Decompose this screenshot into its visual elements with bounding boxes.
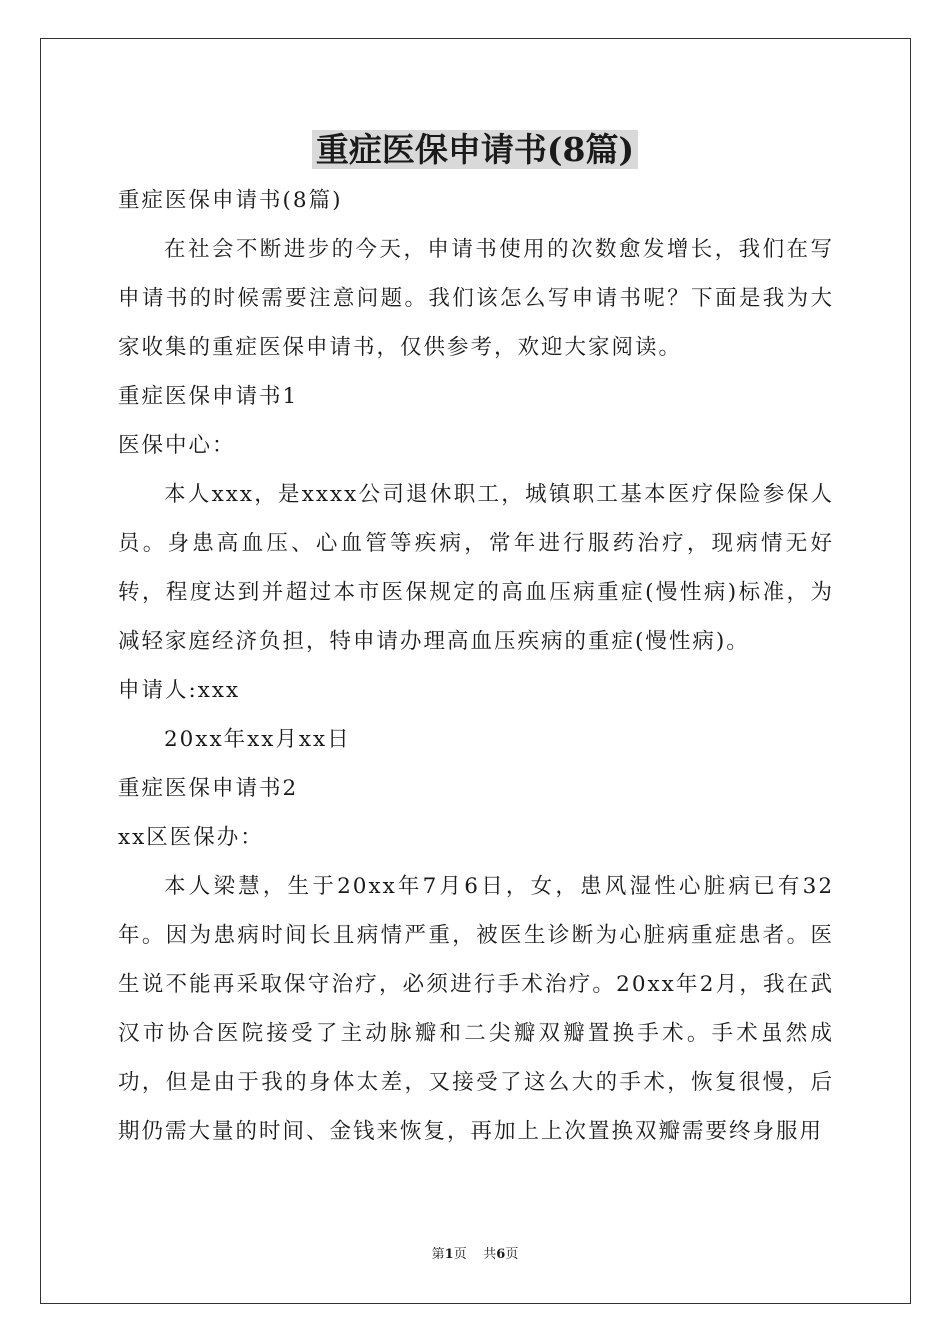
page-footer [0,1246,950,1264]
document-title [0,128,950,172]
footer-page-prefix: 第 [431,1247,445,1262]
footer-page-total: 6 [496,1247,506,1262]
footer-total-suffix: 页 [505,1247,519,1262]
salutation-1: 医保中心： [118,433,236,458]
subtitle-line: 重症医保申请书(8篇) [118,188,343,213]
footer-total-prefix: 共 [483,1247,497,1262]
applicant-line: 申请人:xxx [118,678,241,703]
document-body [118,176,834,1156]
intro-paragraph: 在社会不断进步的今天，申请书使用的次数愈发增长，我们在写申请书的时候需要注意问题。我们该怎么写申请书呢？下面是我为大家收集的重症医保申请书，仅供参考，欢迎大家阅读。 [118,237,834,360]
body-paragraph-1: 本人xxx，是xxxx公司退休职工，城镇职工基本医疗保险参保人员。身患高血压、心血管等疾病，常年进行服药治疗，现病情无好转，程度达到并超过本市医保规定的高血压病重症(慢性病)标准，为减轻家庭经济负担，特申请办理高血压疾病的重症(慢性病)。 [118,482,834,654]
date-line: 20xx年xx月xx日 [164,727,351,752]
document-title-text: 重症医保申请书(8篇) [312,130,638,169]
footer-page-suffix: 页 [453,1247,467,1262]
footer-page-current: 1 [444,1247,454,1262]
section-heading-1: 重症医保申请书1 [118,384,299,409]
section-heading-2: 重症医保申请书2 [118,776,299,801]
salutation-2: xx区医保办： [118,825,264,850]
body-paragraph-2: 本人梁慧，生于20xx年7月6日，女，患风湿性心脏病已有32年。因为患病时间长且病情严重，被医生诊断为心脏病重症患者。医生说不能再采取保守治疗，必须进行手术治疗。20xx年2月，我在武汉市协合医院接受了主动脉瓣和二尖瓣双瓣置换手术。手术虽然成功，但是由于我的身体太差，又接受了这么大的手术，恢复很慢，后期仍需大量的时间、金钱来恢复，再加上上次置换双瓣需要终身服用 [118,874,834,1144]
